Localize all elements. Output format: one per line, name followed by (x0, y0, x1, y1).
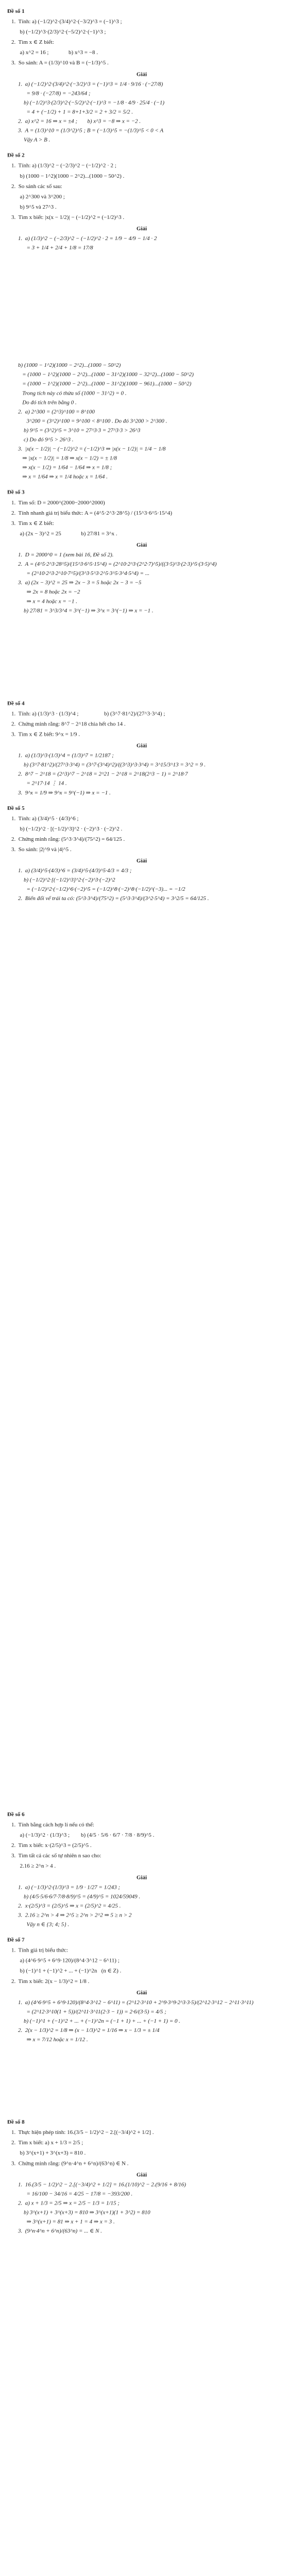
solution-line: ⇒ x(x − 1/2) = 1/64 − 1/64 ⇒ x = 1/8 ; (18, 464, 112, 471)
problem-line: 3. So sánh: A = (1/3)^10 và B = (−1/3)^5 . (11, 59, 109, 66)
problem-line: 1. Tính: a) (1/3)^3 · (1/3)^4 ; b) (3^7·81^2)/(27^3·3^4) ; (11, 710, 165, 717)
solution-line: b) (1000 − 1^2)(1000 − 2^2)...(1000 − 50^2) (18, 362, 121, 368)
solution-line: 3. 9^x = 1/9 ⇒ 9^x = 9^(−1) ⇒ x = −1 . (18, 789, 111, 796)
solution-line: b) 9^5 = (3^2)^5 = 3^10 = 27^3·3 = 27^3·3 > 26^3 (18, 427, 141, 433)
solution-line: = (1000 − 1^2)(1000 − 2^2)...(1000 − 31^2)(1000 − 32^2)...(1000 − 50^2) (18, 371, 194, 378)
problem-line: a) (−1/3)^2 · (1/3)^3 ; b) (4/5 · 5/6 · 6/7 · 7/8 · 8/9)^5 . (11, 1832, 155, 1838)
problem-line: 2. Tìm x biết: x·(2/5)^3 = (2/5)^5 . (11, 1842, 92, 1849)
solution-line: b) (−1/2)^3·(2/3)^2·(−5/2)^2·(−1)^3 = −1/8 · 4/9 · 25/4 · (−1) (18, 99, 164, 106)
solution-line: b) (−1)^1 + (−1)^2 + ... + (−1)^2n = (−1 + 1) + ... + (−1 + 1) = 0 . (18, 2017, 180, 2024)
solution-line: = 2^17·14 ⋮ 14 . (18, 779, 67, 787)
exam-title-3: Đề số 3 (7, 488, 25, 496)
solution-heading: Giải (136, 1989, 147, 1996)
solution-line: 1. a) (1/3)^3·(1/3)^4 = (1/3)^7 = 1/2187 ; (18, 752, 114, 759)
problem-line: 2. Tính nhanh giá trị biểu thức: A = (4^5·2^3·28^5) / (15^3·6^5·15^4) (11, 509, 173, 516)
solution-line: 1. a) (1/3)^2 − (−2/3)^2 − (−1/2)^2 · 2 = 1/9 − 4/9 − 1/4 · 2 (18, 235, 157, 242)
solution-line: 3. a) (2x − 3)^2 = 25 ⇒ 2x − 3 = 5 hoặc 2x − 3 = −5 (18, 579, 142, 586)
solution-line: = (2^12·3^10(1 + 5))/(2^11·3^11(2·3 − 1)) = 2·6/(3·5) = 4/5 ; (18, 2008, 166, 2015)
problem-line: a) (2x − 3)^2 = 25 b) 27/81 = 3^x . (11, 530, 117, 537)
problem-line: b) (1000 − 1^2)(1000 − 2^2)...(1000 − 50^2) . (11, 172, 125, 179)
solution-line: ⇒ |x(x − 1/2)| = 1/8 ⇒ x(x − 1/2) = ± 1/8 (18, 454, 117, 462)
solution-line: b) (−1/2)^2·[(−1/2)^3]^2·(−2)^3·(−2)^2 (18, 876, 115, 883)
solution-line: 1. a) (−1/3)^2·(1/3)^3 = 1/9 · 1/27 = 1/243 ; (18, 1884, 121, 1890)
exam-title-4: Đề số 4 (7, 700, 25, 706)
solution-line: Vậy A > B . (18, 136, 50, 143)
problem-line: 3. Tìm x ∈ Z biết: (11, 519, 54, 527)
solution-heading: Giải (136, 742, 147, 749)
solution-line: = (1000 − 1^2)(1000 − 2^2)...(1000 − 31^2)(1000 − 961)...(1000 − 50^2) (18, 380, 192, 387)
problem-line: 3. Tìm x biết: |x(x − 1/2)| − (−1/2)^2 = (−1/2)^3 . (11, 213, 125, 221)
solution-line: 3. |x(x − 1/2)| − (−1/2)^2 = (−1/2)^3 ⇒ |x(x − 1/2)| = 1/4 − 1/8 (18, 445, 166, 452)
exam-title-7: Đề số 7 (7, 1936, 25, 1943)
solution-line: = (2^10·2^3·2^10·7^5)/(3^3·5^3·2^5·3^5·3^4·5^4) = ... (18, 570, 149, 577)
problem-line: 2. Chứng minh rằng: 8^7 − 2^18 chia hết cho 14 . (11, 720, 126, 727)
problem-line: 1. Tính: a) (1/3)^2 − (−2/3)^2 − (−1/2)^2 · 2 ; (11, 162, 116, 169)
solution-line: = 16/100 − 34/16 = 4/25 − 17/8 = −393/200 . (18, 2190, 133, 2197)
solution-heading: Giải (136, 541, 147, 548)
solution-line: Vậy n ∈ {3; 4; 5} . (18, 1921, 70, 1928)
solution-line: 1. D = 2000^0 = 1 (xem bài 16, Đề số 2). (18, 551, 114, 558)
solution-heading: Giải (136, 857, 147, 864)
solution-line: 2. a) 2^300 = (2^3)^100 = 8^100 (18, 408, 95, 415)
problem-line: 1. Tính: a) (3/4)^5 · (4/3)^6 ; (11, 815, 79, 822)
problem-line: b) (−1)^1 + (−1)^2 + ... + (−1)^2n (n ∈ Z) . (11, 1967, 122, 1974)
problem-line: b) 9^5 và 27^3 . (11, 203, 57, 210)
problem-line: 2. Tìm x biết: a) x + 1/3 = 2/5 ; (11, 2139, 83, 2146)
solution-line: 1. a) (4^6·9^5 + 6^9·120)/(8^4·3^12 − 6^11) = (2^12·3^10 + 2^9·3^9·2^3·3·5)/(2^12·3^12 − 2^11·3^11) (18, 1998, 254, 2006)
problem-line: 2. Tìm x biết: 2(x − 1/3)^2 = 1/8 . (11, 1977, 90, 1985)
solution-line: 1. a) (3/4)^5·(4/3)^6 = (3/4)^5·(4/3)^5·4/3 = 4/3 ; (18, 867, 132, 874)
problem-line: 1. Tính bằng cách hợp lí nếu có thể: (11, 1821, 94, 1828)
exam-title-8: Đề số 8 (7, 2119, 25, 2125)
problem-line: 2.16 ≥ 2^n > 4 . (11, 1862, 56, 1869)
problem-line: 2. Chứng minh rằng: (5^3·3^4)/(75^2) = 64/125 . (11, 835, 125, 842)
solution-line: 2. x·(2/5)^3 = (2/5)^5 ⇒ x = (2/5)^2 = 4/25 . (18, 1902, 121, 1909)
solution-line: 3^200 = (3^2)^100 = 9^100 < 8^100 . Do đó 3^200 > 2^300 . (18, 417, 167, 424)
problem-line: a) 2^300 và 3^200 ; (11, 193, 65, 200)
problem-line: 3. Tìm tất cả các số tự nhiên n sao cho: (11, 1852, 102, 1859)
problem-line: 1. Thực hiện phép tính: 16.(3/5 − 1/2)^2 − 2.[(−3/4)^2 + 1/2] . (11, 2129, 154, 2136)
solution-line: 2. Biến đổi vế trái ta có: (5^3·3^4)/(75^2) = (5^3·3^4)/(3^2·5^4) = 3^2/5 = 64/125 . (18, 895, 209, 902)
solution-line: = 9/8 · (−27/8) = −243/64 ; (18, 90, 91, 96)
problem-line: 2. Tìm x ∈ Z biết: (11, 39, 54, 45)
problem-line: 1. Tính: a) (−1/2)^2·(3/4)^2·(−3/2)^3 = (−1)^3 ; (11, 18, 122, 25)
problem-line: 2. So sánh các số sau: (11, 182, 62, 190)
solution-line: 2. a) x^2 = 16 ⇒ x = ±4 ; b) x^3 = −8 ⇒ x = −2 . (18, 117, 141, 125)
solution-line: b) (3^7·81^2)/(27^3·3^4) = (3^7·(3^4)^2)/((3^3)^3·3^4) = 3^15/3^13 = 3^2 = 9 . (18, 761, 206, 768)
solution-line: 3. 2.16 ≥ 2^n > 4 ⇒ 2^5 ≥ 2^n > 2^2 ⇒ 5 ≥ n > 2 (18, 1911, 132, 1918)
problem-line: a) x^2 = 16 ; b) x^3 = −8 . (11, 49, 98, 56)
solution-line: 2. 8^7 − 2^18 = (2^3)^7 − 2^18 = 2^21 − 2^18 = 2^18(2^3 − 1) = 2^18·7 (18, 770, 188, 777)
solution-line: 1. 16.(3/5 − 1/2)^2 − 2.[(−3/4)^2 + 1/2] = 16.(1/10)^2 − 2.(9/16 + 8/16) (18, 2181, 186, 2188)
solution-line: 3. A = (1/3)^10 = (1/3^2)^5 ; B = (−1/3)^5 = −(1/3)^5 < 0 < A (18, 127, 164, 134)
solution-line: 2. a) x + 1/3 = 2/5 ⇒ x = 2/5 − 1/3 = 1/15 ; (18, 2199, 120, 2206)
solution-line: 1. a) (−1/2)^2·(3/4)^2·(−3/2)^3 = (−1)^3 = 1/4 · 9/16 · (−27/8) (18, 80, 163, 87)
solution-line: ⇒ 3^(x+1) = 81 ⇒ x + 1 = 4 ⇒ x = 3 . (18, 2218, 115, 2225)
solution-line: ⇒ x = 7/12 hoặc x = 1/12 . (18, 2036, 88, 2043)
solution-line: b) 27/81 = 3^3/3^4 = 3^(−1) ⇒ 3^x = 3^(−1) ⇒ x = −1 . (18, 607, 154, 614)
problem-line: 3. Tìm x ∈ Z biết: 9^x = 1/9 . (11, 731, 80, 737)
solution-line: c) Do đó 9^5 > 26^3 . (18, 436, 74, 443)
solution-line: b) 3^(x+1) + 3^(x+3) = 810 ⇒ 3^(x+1)(1 + 3^2) = 810 (18, 2209, 150, 2215)
solution-line: = 3 + 1/4 + 2/4 + 1/8 = 17/8 (18, 244, 93, 251)
solution-heading: Giải (136, 71, 147, 77)
problem-line: b) 3^(x+1) + 3^(x+3) = 810 . (11, 2149, 86, 2156)
solution-line: = (−1/2)^2·(−1/2)^6·(−2)^5 = (−1/2)^8·(−2)^8·(−1/2)^(−3)... = −1/2 (18, 886, 185, 892)
problem-line: a) (4^6·9^5 + 6^9·120)/(8^4·3^12 − 6^11) ; (11, 1957, 120, 1964)
document-page-2 (0, 1803, 287, 2576)
exam-title-1: Đề số 1 (7, 8, 25, 14)
document-content-1 (0, 0, 283, 903)
solution-line: ⇒ x = 4 hoặc x = −1 . (18, 598, 77, 604)
problem-line: 3. So sánh: |2|^9 và |4|^5 . (11, 846, 72, 853)
solution-line: ⇒ 2x = 8 hoặc 2x = −2 (18, 588, 80, 595)
problem-line: 3. Chứng minh rằng: (9^n·4^n + 6^n)/(63^n) ∈ N . (11, 2160, 129, 2166)
exam-title-6: Đề số 6 (7, 1811, 25, 1818)
problem-line: b) (−1/2)^3·(2/3)^2·(−5/2)^2·(−1)^3 ; (11, 28, 106, 35)
document-content-2 (0, 1803, 283, 2235)
solution-line: 2. A = (4^5·2^3·28^5)/(15^3·6^5·15^4) = (2^10·2^3·(2^2·7)^5)/((3·5)^3·(2·3)^5·(3·5)^4) (18, 561, 217, 567)
solution-heading: Giải (136, 2171, 147, 2178)
solution-line: Do đó tích trên bằng 0 . (18, 399, 77, 405)
problem-line: 1. Tính giá trị biểu thức: (11, 1946, 68, 1954)
solution-heading: Giải (136, 1874, 147, 1880)
exam-title-2: Đề số 2 (7, 151, 25, 159)
solution-line: = 4 + (−1/2) + 1 = 8+1+3/2 = 2 + 3/2 = 5/2 . (18, 108, 133, 115)
solution-heading: Giải (136, 225, 147, 232)
problem-line: 1. Tìm số: D = 2000^(2000−2000^2000) (11, 499, 105, 506)
solution-line: Trong tích này có thừa số (1000 − 31^2) = 0 . (18, 389, 127, 396)
exam-title-5: Đề số 5 (7, 804, 25, 811)
solution-line: 2. 2(x − 1/3)^2 = 1/8 ⇒ (x − 1/3)^2 = 1/16 ⇒ x − 1/3 = ± 1/4 (18, 2026, 160, 2033)
solution-line: ⇒ x = 1/64 ⇒ x = 1/4 hoặc x = 1/64 . (18, 473, 108, 480)
solution-line: b) (4/5·5/6·6/7·7/8·8/9)^5 = (4/9)^5 = 1024/59049 . (18, 1893, 141, 1900)
solution-line: 3. (9^n·4^n + 6^n)/(63^n) = ... ∈ N . (18, 2227, 102, 2234)
problem-line: b) (−1/2)^2 · [(−1/2)^3]^2 · (−2)^3 · (−2)^2 . (11, 825, 123, 832)
